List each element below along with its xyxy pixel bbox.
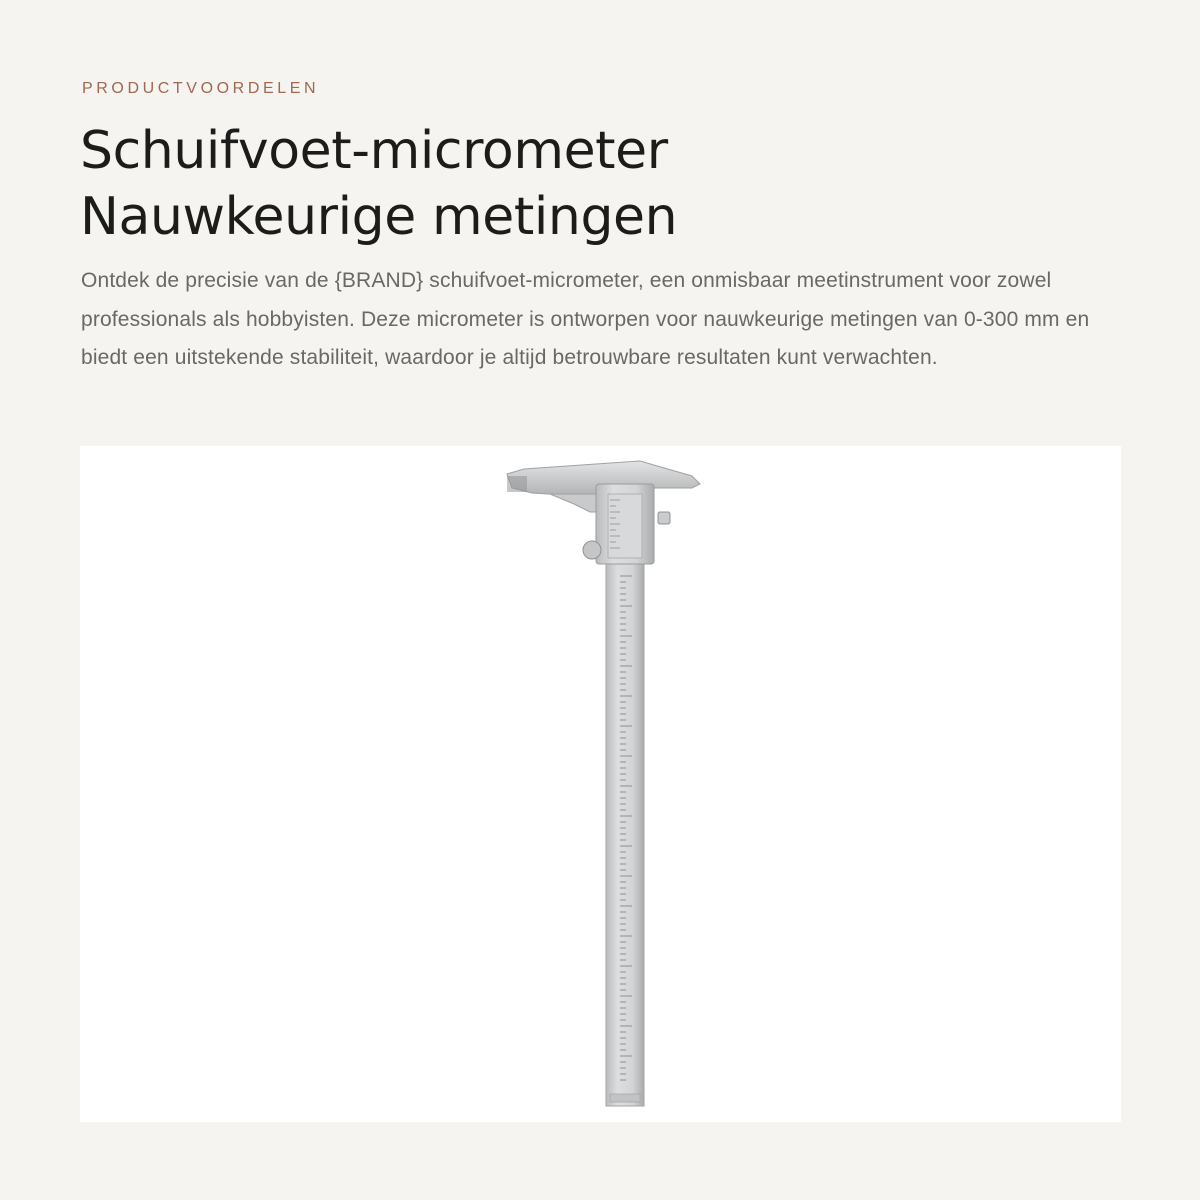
caliper-beam: [606, 486, 644, 1106]
title-line-1: Schuifvoet-micrometer: [80, 121, 668, 181]
caliper-thumb-wheel: [583, 541, 601, 559]
title-line-2: Nauwkeurige metingen: [80, 187, 678, 247]
page-title: [80, 118, 1120, 250]
caliper-illustration: [80, 446, 1121, 1122]
caliper-lock-screw: [658, 512, 670, 524]
product-image: [80, 446, 1121, 1122]
eyebrow-label: PRODUCTVOORDELEN: [82, 80, 320, 97]
product-description: Ontdek de precisie van de {BRAND} schuifvoet-micrometer, een onmisbaar meetinstrument voor zowel professionals als hobbyisten. Deze micrometer is ontworpen voor nauwkeurige metingen van 0-300 mm en biedt een uitstekende stabiliteit, waardoor je altijd betrouwbare resultaten kunt verwachten.: [81, 269, 1090, 369]
